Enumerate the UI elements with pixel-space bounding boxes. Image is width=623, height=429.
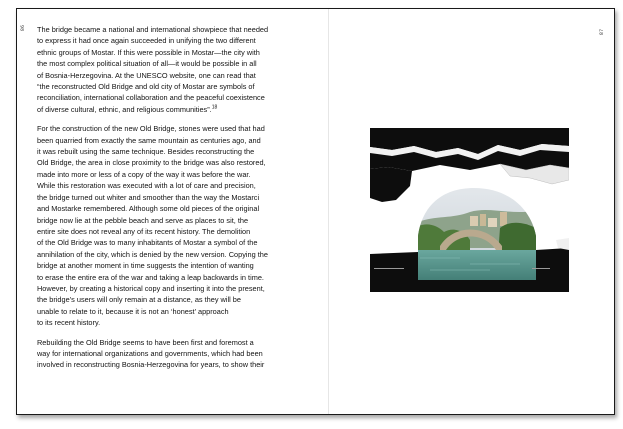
text-line: the bridge turned out whiter and smoother than the way the Mostarci [37, 192, 260, 202]
text-line: the bridge’s users will only remain at a distance, as they will be [37, 295, 241, 305]
paragraph-3 [37, 337, 299, 371]
text-line: of Bosnia-Herzegovina. At the UNESCO website, one can read that [37, 70, 256, 80]
text-line: Rebuilding the Old Bridge seems to have been first and foremost a [37, 337, 254, 347]
text-line: to its recent history. [37, 318, 101, 328]
text-line: reconciliation, international collaboration and the peaceful coexistence [37, 93, 265, 103]
text-line: way for international organizations and governments, which had been [37, 348, 263, 358]
torn-paper-chip [556, 238, 569, 250]
paragraph-1 [37, 24, 299, 115]
text-line: The bridge became a national and international showpiece that needed [37, 25, 269, 34]
gutter-divider [328, 9, 329, 414]
text-line: of the Old Bridge was to many inhabitants of Mostar a symbol of the [37, 238, 258, 248]
right-page-number: 87 [600, 28, 605, 35]
text-line: “the reconstructed Old Bridge and old city of Mostar are symbols of [37, 82, 255, 92]
footnote-marker[interactable]: 18 [211, 104, 218, 111]
body-text-column [37, 24, 299, 379]
postcard-collage-svg [370, 128, 569, 292]
postcard-caption-mark [532, 268, 550, 269]
text-line: made into more or less of a copy of the way it was before the war. [37, 169, 251, 179]
text-line: unable to relate to it, because it is not an ‘honest’ approach [37, 306, 229, 316]
text-line: bridge now lie at the pebble beach and serve as places to sit, the [37, 215, 249, 225]
text-line: the most complex political situation of all—it would be possible in all [37, 59, 257, 69]
torn-fragment-left [370, 167, 412, 202]
old-bridge-scene [410, 184, 540, 284]
text-line: Old Bridge, the area in close proximity to the bridge was also restored, [37, 158, 266, 168]
text-line: it was rebuilt using the same technique. Besides reconstructing the [37, 147, 255, 157]
book-spread [16, 8, 615, 415]
text-line: entire site does not reveal any of its recent history. The demolition [37, 226, 251, 236]
paragraph-2 [37, 123, 299, 328]
text-line: to express it had once again succeeded in unifying the two different [37, 36, 256, 46]
text-line: to erase the entire era of the war and taking a leap backwards in time. [37, 272, 264, 282]
torn-postcard-photo [370, 128, 569, 292]
text-line: However, by creating a historical copy and inserting it into the present, [37, 283, 265, 293]
text-line: involved in reconstructing Bosnia-Herzegovina for years, to show their [37, 360, 265, 370]
postcard-caption-mark [374, 268, 404, 269]
text-line-content: of diverse cultural, ethnic, and religious communities”. [37, 104, 212, 114]
left-page-number: 86 [21, 24, 26, 31]
text-line [37, 104, 299, 115]
text-line: annihilation of the city, which is denied by the new version. Copying the [37, 249, 268, 259]
text-line: While this restoration was executed with a lot of care and precision, [37, 181, 256, 191]
text-line: been quarried from exactly the same mountain as centuries ago, and [37, 135, 261, 145]
text-line: For the construction of the new Old Bridge, stones were used that had [37, 124, 265, 134]
text-line: ethnic groups of Mostar. If this were possible in Mostar—the city with [37, 47, 260, 57]
text-line: bridge at another moment in time suggests the intention of wanting [37, 261, 254, 271]
text-line: and Mostarke remembered. Although some old pieces of the original [37, 204, 260, 214]
